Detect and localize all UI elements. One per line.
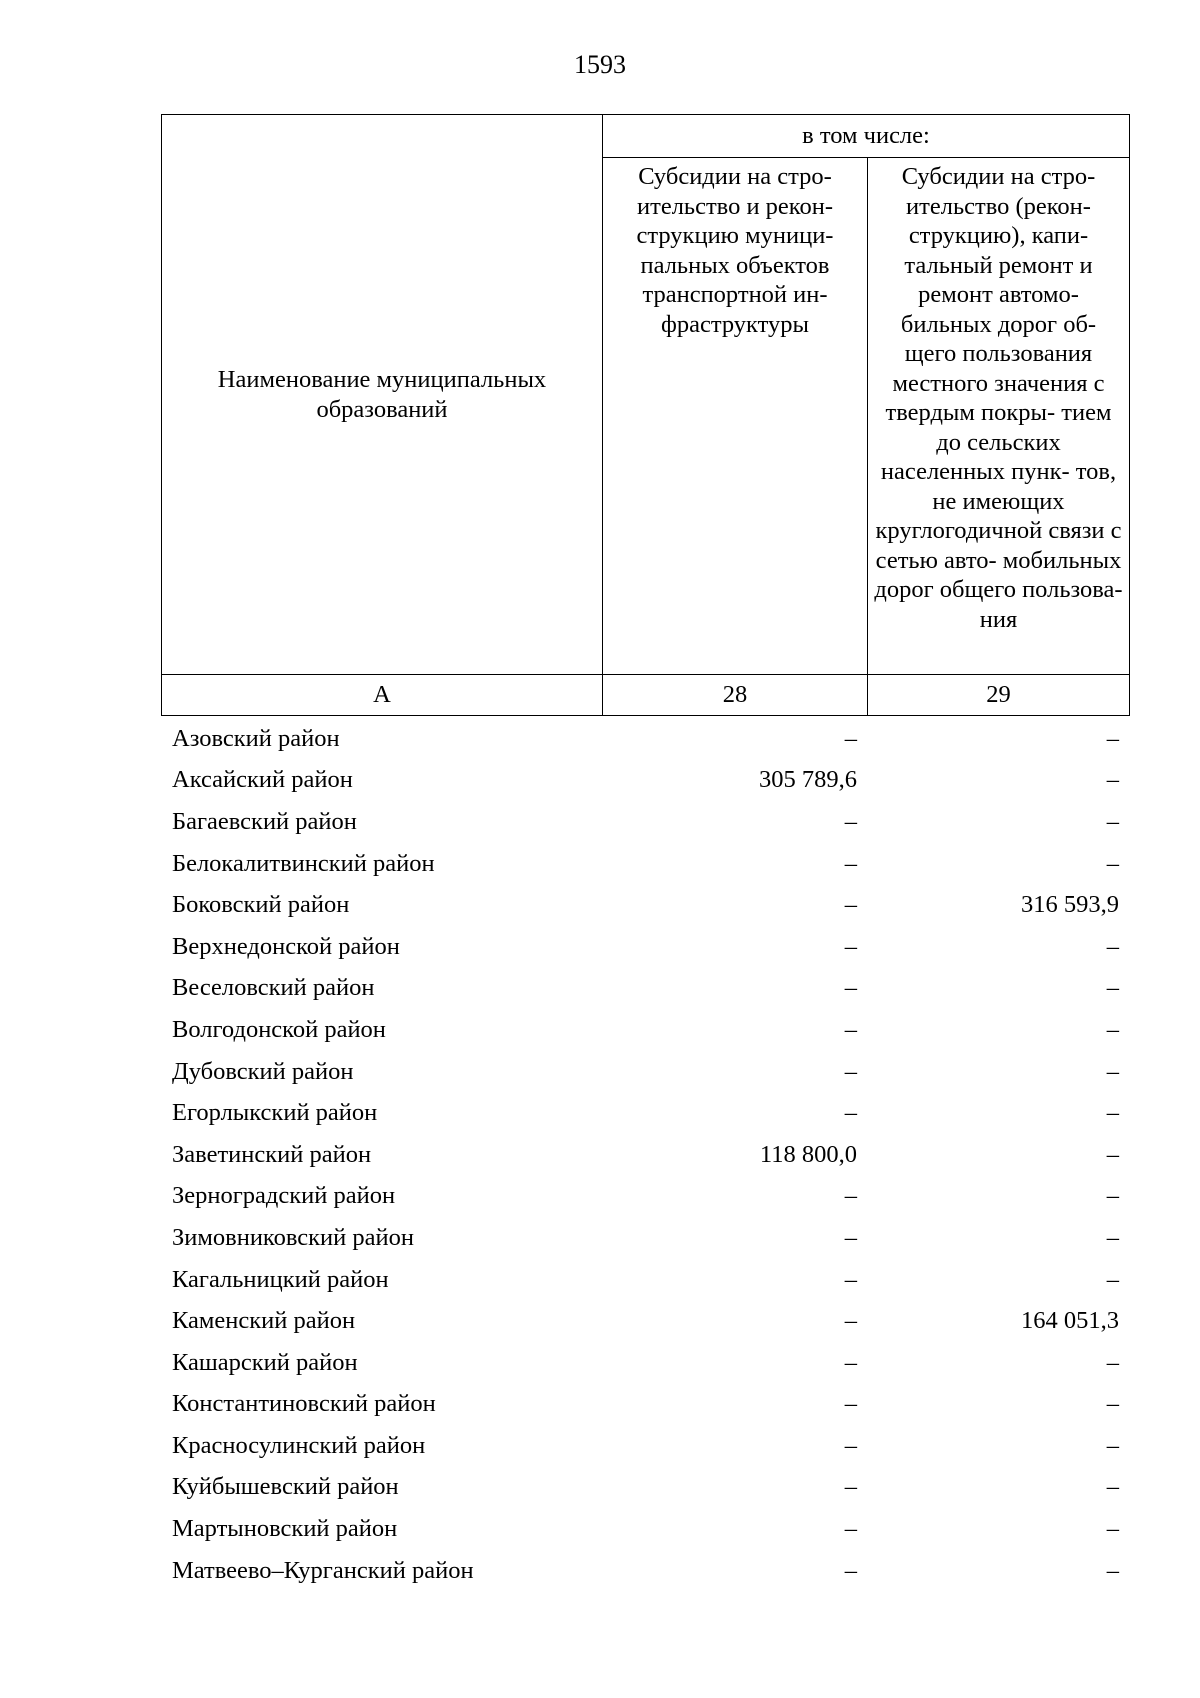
row-name: Заветинский район bbox=[172, 1140, 372, 1168]
row-value-29: – bbox=[1106, 932, 1119, 960]
row-value-28: – bbox=[844, 1015, 857, 1043]
row-value-28: – bbox=[844, 1348, 857, 1376]
row-value-29: – bbox=[1106, 849, 1119, 877]
table-row bbox=[161, 1009, 1129, 1051]
row-value-29: – bbox=[1106, 1015, 1119, 1043]
table-row bbox=[161, 1300, 1129, 1342]
page-number: 1593 bbox=[574, 50, 626, 79]
row-value-28: – bbox=[844, 932, 857, 960]
row-value-28: – bbox=[844, 807, 857, 835]
column-index-29: 29 bbox=[868, 675, 1130, 716]
table-row bbox=[161, 1051, 1129, 1093]
table-row bbox=[161, 926, 1129, 968]
row-value-29: – bbox=[1106, 1556, 1119, 1584]
row-name: Боковский район bbox=[172, 891, 350, 919]
row-value-29: – bbox=[1106, 1431, 1119, 1459]
row-value-29: – bbox=[1106, 1473, 1119, 1501]
row-value-28: – bbox=[844, 1431, 857, 1459]
table-row bbox=[161, 1217, 1129, 1259]
row-value-29: – bbox=[1106, 1390, 1119, 1418]
column-index-a: А bbox=[162, 675, 603, 716]
row-value-28: – bbox=[844, 1265, 857, 1293]
row-name: Белокалитвинский район bbox=[172, 849, 435, 877]
row-name: Кагальницкий район bbox=[172, 1265, 389, 1293]
row-value-29: – bbox=[1106, 1223, 1119, 1251]
row-name: Зимовниковский район bbox=[172, 1223, 414, 1251]
table-body bbox=[161, 718, 1129, 1591]
row-name: Матвеево–Курганский район bbox=[172, 1556, 474, 1584]
row-value-29: – bbox=[1106, 1099, 1119, 1127]
table-row bbox=[161, 1467, 1129, 1509]
row-value-28: – bbox=[844, 849, 857, 877]
row-value-28: – bbox=[844, 1390, 857, 1418]
column-index-28: 28 bbox=[603, 675, 868, 716]
row-name: Азовский район bbox=[172, 724, 340, 752]
table-row bbox=[161, 760, 1129, 802]
row-value-28: – bbox=[844, 1515, 857, 1543]
row-value-29: – bbox=[1106, 724, 1119, 752]
row-name: Кашарский район bbox=[172, 1348, 358, 1376]
table-header bbox=[161, 114, 1130, 716]
row-name: Волгодонской район bbox=[172, 1015, 386, 1043]
table-row bbox=[161, 1259, 1129, 1301]
table-row bbox=[161, 1134, 1129, 1176]
row-name: Верхнедонской район bbox=[172, 932, 400, 960]
row-name: Константиновский район bbox=[172, 1390, 436, 1418]
row-value-29: – bbox=[1106, 766, 1119, 794]
row-value-28: – bbox=[844, 1473, 857, 1501]
table-row bbox=[161, 1384, 1129, 1426]
row-name: Зерноградский район bbox=[172, 1182, 396, 1210]
table-row bbox=[161, 968, 1129, 1010]
table-row bbox=[161, 1092, 1129, 1134]
row-value-29: – bbox=[1106, 807, 1119, 835]
row-value-28: 305 789,6 bbox=[759, 766, 857, 794]
row-name: Куйбышевский район bbox=[172, 1473, 399, 1501]
row-value-28: 118 800,0 bbox=[759, 1140, 857, 1168]
row-value-29: 164 051,3 bbox=[1021, 1307, 1119, 1335]
table-row bbox=[161, 1550, 1129, 1592]
row-value-28: – bbox=[844, 1182, 857, 1210]
row-value-28: – bbox=[844, 1099, 857, 1127]
table-row bbox=[161, 1176, 1129, 1218]
row-name: Дубовский район bbox=[172, 1057, 354, 1085]
row-value-28: – bbox=[844, 1556, 857, 1584]
row-value-28: – bbox=[844, 1057, 857, 1085]
row-value-29: – bbox=[1106, 1348, 1119, 1376]
column-group-header: в том числе: bbox=[603, 115, 1130, 158]
row-name: Багаевский район bbox=[172, 807, 357, 835]
row-name: Мартыновский район bbox=[172, 1515, 398, 1543]
row-value-28: – bbox=[844, 724, 857, 752]
table-row bbox=[161, 843, 1129, 885]
table-row bbox=[161, 718, 1129, 760]
row-value-29: – bbox=[1106, 1515, 1119, 1543]
row-name: Егорлыкский район bbox=[172, 1099, 378, 1127]
row-value-29: 316 593,9 bbox=[1021, 891, 1119, 919]
row-name: Красносулинский район bbox=[172, 1431, 426, 1459]
column-header-name: Наименование муниципальных образований bbox=[162, 115, 603, 675]
column-header-29: Субсидии на стро- ительство (рекон- струкцию), капи- тальный ремонт и ремонт автомо- бильных дорог об- щего пользования местного значения с твердым покры- тием до сельских населенных пунк- тов, не имеющих круглогодичной связи с сетью авто- мобильных дорог общего пользова- ния bbox=[868, 158, 1130, 675]
table-row bbox=[161, 884, 1129, 926]
table-row bbox=[161, 1508, 1129, 1550]
table-row bbox=[161, 1342, 1129, 1384]
table-row bbox=[161, 801, 1129, 843]
table-row bbox=[161, 1425, 1129, 1467]
row-value-29: – bbox=[1106, 974, 1119, 1002]
row-name: Веселовский район bbox=[172, 974, 375, 1002]
row-value-29: – bbox=[1106, 1265, 1119, 1293]
row-value-28: – bbox=[844, 974, 857, 1002]
row-name: Аксайский район bbox=[172, 766, 353, 794]
row-value-29: – bbox=[1106, 1057, 1119, 1085]
row-value-28: – bbox=[844, 1307, 857, 1335]
row-name: Каменский район bbox=[172, 1307, 356, 1335]
row-value-28: – bbox=[844, 1223, 857, 1251]
row-value-28: – bbox=[844, 891, 857, 919]
row-value-29: – bbox=[1106, 1182, 1119, 1210]
row-value-29: – bbox=[1106, 1140, 1119, 1168]
column-header-28: Субсидии на стро- ительство и рекон- струкцию муници- пальных объектов транспортной ин- фраструктуры bbox=[603, 158, 868, 675]
